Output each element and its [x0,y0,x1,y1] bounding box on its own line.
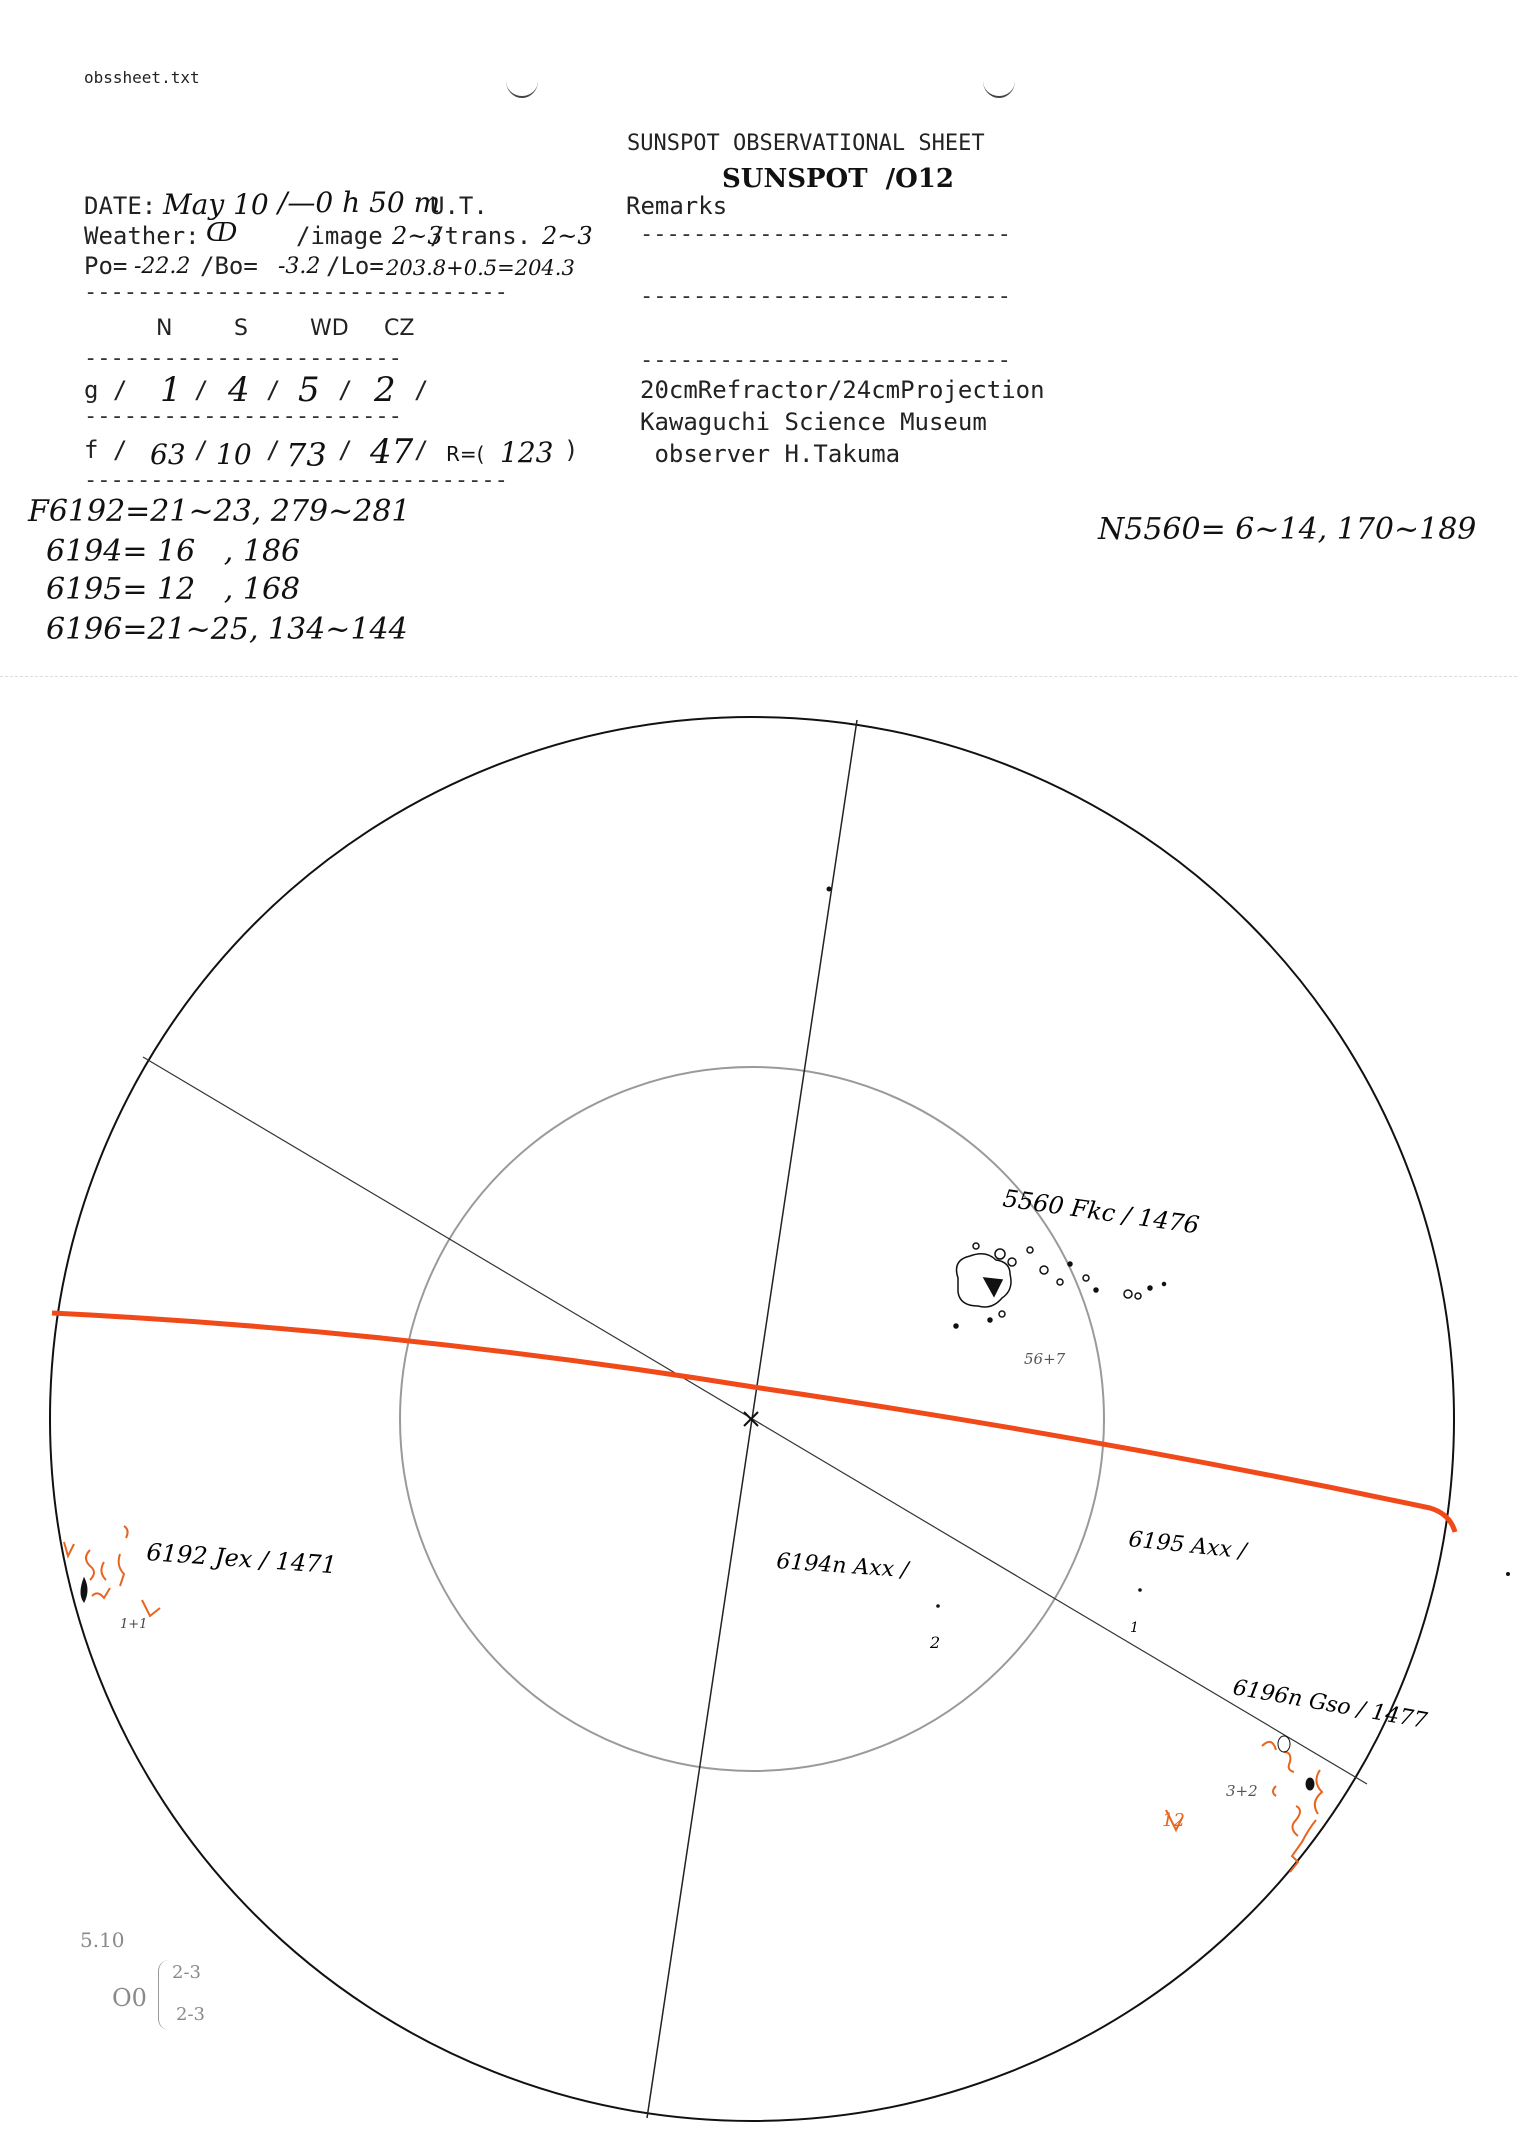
column-wd: WD [310,316,349,341]
f-sep-3: / [338,436,353,464]
bo-value: -3.2 [278,254,321,279]
f-sep-1: / [194,436,209,464]
divider-2: ------------------------ [84,346,402,371]
trans-value: 2~3 [542,222,593,250]
file-label: obssheet.txt [84,68,200,87]
po-value: -22.2 [134,254,191,279]
image-value: 2~3 [392,222,443,250]
r-label: R=( [446,442,485,466]
f-cz: 47 [370,432,414,472]
lo-value: 203.8+0.5=204.3 [386,256,575,280]
f-sep-4: / [414,436,429,464]
remarks-line-1: ---------------------------- [640,222,1011,247]
po-label: Po= [84,252,128,280]
group-6194-label: 6194n Axx / [775,1549,910,1584]
column-cz: CZ [384,316,415,341]
weather-label: Weather: [84,222,200,250]
equipment: 20cmRefractor/24cmProjection [640,376,1045,404]
group-6196-label: 6196n Gso / 1477 [1230,1675,1429,1735]
bottom-note-value-1: 2-3 [172,1962,201,1983]
sunspot-6192-core [81,1578,87,1602]
group-6195-label: 6195 Axx / [1127,1527,1248,1565]
bo-label: /Bo= [200,252,258,280]
f-label: f / [84,436,128,464]
note-6195: 6195= 12 , 168 [46,572,301,607]
time-unit: U.T. [430,192,488,220]
note-6196: 6196=21~25, 134~144 [46,612,408,647]
observer: observer H.Takuma [640,440,901,468]
f-n: 63 [150,438,186,471]
sunspot-group-6196 [1166,1742,1322,1872]
trans-label: /trans. [430,222,532,250]
group-6192-count: 1+1 [120,1617,148,1632]
note-5560: N5560= 6~14, 170~189 [1098,512,1477,547]
f-wd: 73 [286,436,327,474]
sunspot-group-5560 [954,1243,1166,1328]
f-s: 10 [216,438,252,471]
reference-line [143,1057,1367,1784]
f-sep-2: / [266,436,281,464]
column-n: N [156,316,173,341]
group-6194-count: 2 [930,1633,941,1652]
g-sep-1: / [194,376,209,404]
group-6196-extra: 12 [1162,1810,1185,1831]
group-6195-count: 1 [1130,1620,1139,1636]
g-label: g / [84,376,128,404]
g-wd: 5 [298,370,320,410]
bottom-note-weather: O0 [112,1984,147,2012]
group-6192-label: 6192 Jex / 1471 [145,1538,338,1580]
g-s: 4 [228,370,250,410]
note-6194: 6194= 16 , 186 [46,534,301,569]
sheet-title: SUNSPOT OBSERVATIONAL SHEET [627,131,985,156]
g-n: 1 [160,370,182,410]
sunspot-6195-spot [1138,1588,1142,1592]
remarks-line-3: ---------------------------- [640,348,1011,373]
sunspot-6194-spot [936,1604,940,1608]
time-value: /—0 h 50 m [278,186,441,219]
g-sep-2: / [266,376,281,404]
sunspot-6196-cores [1278,1736,1314,1790]
remarks-label: Remarks [626,192,728,220]
date-label: DATE: [84,192,157,220]
g-cz: 2 [374,370,396,410]
date-value: May 10 [163,188,269,221]
axis-dot [827,887,832,892]
bottom-note-brace [158,1960,169,2030]
r-value: 123 [500,436,554,469]
bottom-note-date: 5.10 [80,1928,125,1952]
group-6196-count: 3+2 [1226,1782,1258,1800]
sunspot-group-6192 [64,1526,160,1616]
image-label: /image [296,222,383,250]
group-5560-label: 5560 Fkc / 1476 [1001,1184,1201,1240]
lo-label: /Lo= [326,252,384,280]
r-close: ) [564,436,579,464]
institution: Kawaguchi Science Museum [640,408,987,436]
edge-mark [1506,1572,1510,1576]
bottom-note-value-2: 2-3 [176,2004,205,2025]
note-6192: F6192=21~23, 279~281 [28,494,411,529]
group-5560-count: 56+7 [1024,1350,1066,1368]
divider-1: -------------------------------- [84,280,508,305]
remarks-line-2: ---------------------------- [640,284,1011,309]
divider-3: ------------------------ [84,404,402,429]
divider-4: -------------------------------- [84,468,508,493]
weather-value: ↀ [206,218,238,248]
g-sep-3: / [338,376,353,404]
sheet-subtitle: SUNSPOT /O12 [722,164,954,194]
column-s: S [234,316,248,341]
g-sep-4: / [414,376,429,404]
